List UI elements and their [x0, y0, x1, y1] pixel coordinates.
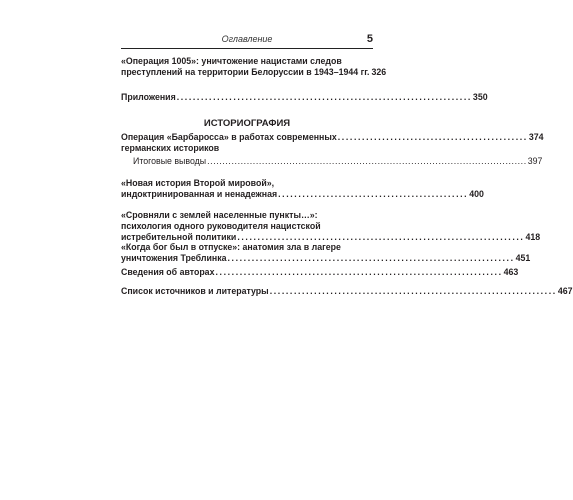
- toc-entry-title: Операция «Барбаросса» в работах современных: [121, 132, 337, 142]
- running-head: Оглавление: [221, 34, 273, 44]
- toc-page-number: 326: [371, 67, 387, 77]
- toc-page-number: 451: [515, 253, 531, 263]
- toc-leader-dots: .......................................................................: [215, 267, 503, 277]
- section-title: ИСТОРИОГРАФИЯ: [203, 118, 291, 129]
- toc-page-number: 467: [557, 286, 573, 296]
- toc-entry-title: индоктринированная и ненадежная: [121, 189, 278, 199]
- toc-entry-title: «Операция 1005»: уничтожение нацистами следов: [121, 56, 342, 66]
- toc-entry[interactable]: [121, 56, 387, 78]
- toc-entry[interactable]: [121, 286, 573, 297]
- toc-entry[interactable]: [121, 267, 519, 278]
- toc-entry-title: психология одного руководителя нацистской: [121, 221, 321, 231]
- toc-leader-dots: .......................................................................: [237, 232, 525, 242]
- toc-leader-dots: .......................................................................: [269, 286, 557, 296]
- toc-subentry[interactable]: [133, 156, 543, 167]
- toc-page-number: 350: [472, 92, 488, 102]
- toc-entry-title: Итоговые выводы: [133, 156, 207, 166]
- toc-leader-dots: .........................................................................: [176, 92, 472, 102]
- toc-entry[interactable]: [121, 242, 531, 264]
- toc-entry-title: Сведения об авторах: [121, 267, 215, 277]
- toc-entry-title: истребительной политики: [121, 232, 237, 242]
- toc-entry-title: «Сровняли с землей населенные пункты…»:: [121, 210, 318, 220]
- toc-page-number: 400: [469, 189, 484, 199]
- toc-leader-dots: ...............................................: [278, 189, 469, 199]
- toc-entry-title: Список источников и литературы: [121, 286, 269, 296]
- toc-entry[interactable]: [121, 210, 541, 243]
- toc-page-number: 418: [525, 232, 541, 242]
- toc-entry[interactable]: [121, 92, 488, 103]
- toc-entry-title: германских историков: [121, 143, 220, 153]
- toc-page-number: 397: [527, 156, 543, 166]
- toc-entry-title: Приложения: [121, 92, 176, 102]
- toc-entry-title: уничтожения Треблинка: [121, 253, 227, 263]
- toc-leader-dots: .......................................................................: [227, 253, 515, 263]
- toc-leader-dots: .........................................................................................................: [207, 156, 527, 166]
- toc-entry-title: «Новая история Второй мировой»,: [121, 178, 275, 188]
- toc-entry[interactable]: [121, 132, 544, 154]
- header-rule: [121, 48, 373, 49]
- toc-page-number: 463: [503, 267, 519, 277]
- toc-page-number: 374: [528, 132, 544, 142]
- toc-leader-dots: ...............................................: [337, 132, 528, 142]
- toc-entry-title: преступлений на территории Белоруссии в 1943–1944 гг.: [121, 67, 370, 77]
- toc-entry-title: «Когда бог был в отпуске»: анатомия зла в лагере: [121, 242, 341, 252]
- page-header: [121, 34, 373, 48]
- toc-entry[interactable]: [121, 178, 484, 200]
- page-number: 5: [366, 33, 373, 45]
